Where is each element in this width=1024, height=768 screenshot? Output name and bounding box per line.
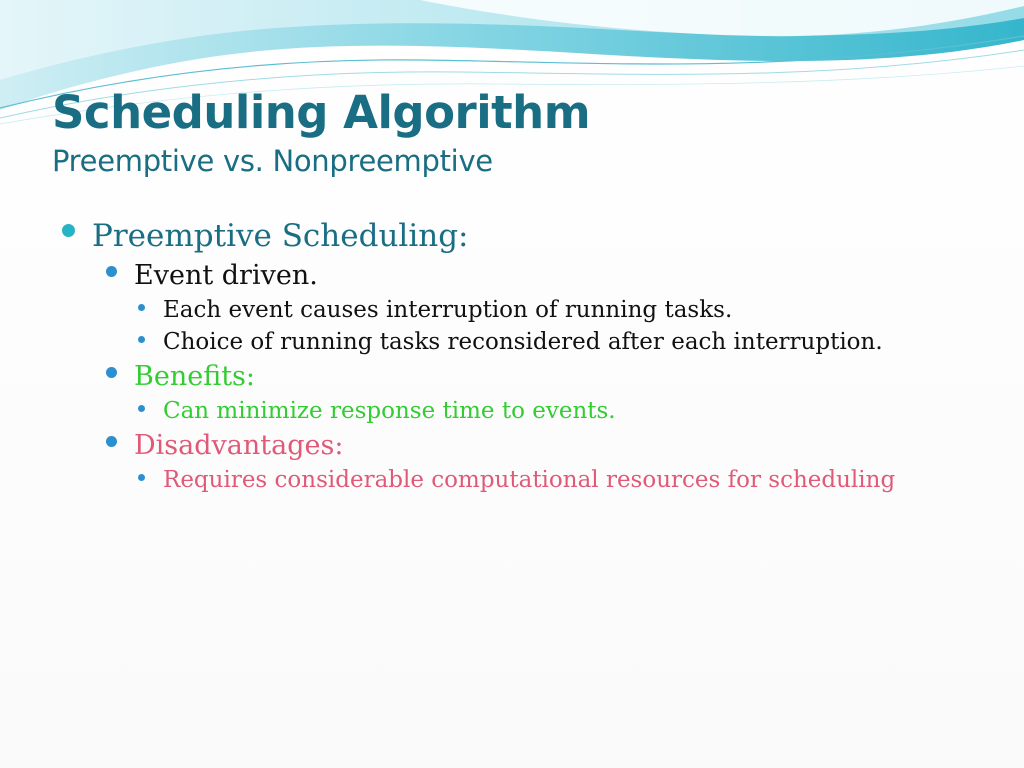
bullet-dot-icon — [138, 336, 145, 343]
bullet-dot-icon — [138, 405, 145, 412]
bullet-preemptive-scheduling — [62, 218, 1002, 254]
slide-subtitle: Preemptive vs. Nonpreemptive — [52, 143, 493, 178]
bullet-dot-icon — [138, 474, 145, 481]
bullet-text: Event driven. — [134, 260, 318, 291]
bullet-dot-icon — [106, 266, 117, 277]
bullet-text: Disadvantages: — [134, 430, 344, 461]
bullet-dot-icon — [138, 304, 145, 311]
title-block — [52, 88, 992, 178]
slide-title: Scheduling Algorithm — [52, 86, 591, 139]
bullet-text: Preemptive Scheduling: — [92, 218, 469, 254]
bullet-dot-icon — [62, 224, 75, 237]
bullet-event-driven — [62, 260, 1002, 291]
bullet-text: Each event causes interruption of running tasks. — [163, 297, 733, 323]
bullet-disadvantage-1 — [62, 467, 1002, 493]
bullet-dot-icon — [106, 367, 117, 378]
bullet-list — [62, 218, 1002, 493]
bullet-text: Can minimize response time to events. — [163, 398, 616, 424]
bullet-benefits — [62, 361, 1002, 392]
bullet-choice-reconsidered — [62, 329, 1002, 355]
bullet-benefit-1 — [62, 398, 1002, 424]
bullet-text: Requires considerable computational resources for scheduling — [163, 467, 896, 493]
bullet-disadvantages — [62, 430, 1002, 461]
bullet-event-interrupt — [62, 297, 1002, 323]
bullet-dot-icon — [106, 436, 117, 447]
bullet-text: Choice of running tasks reconsidered after each interruption. — [163, 329, 883, 355]
bullet-text: Benefits: — [134, 361, 255, 392]
